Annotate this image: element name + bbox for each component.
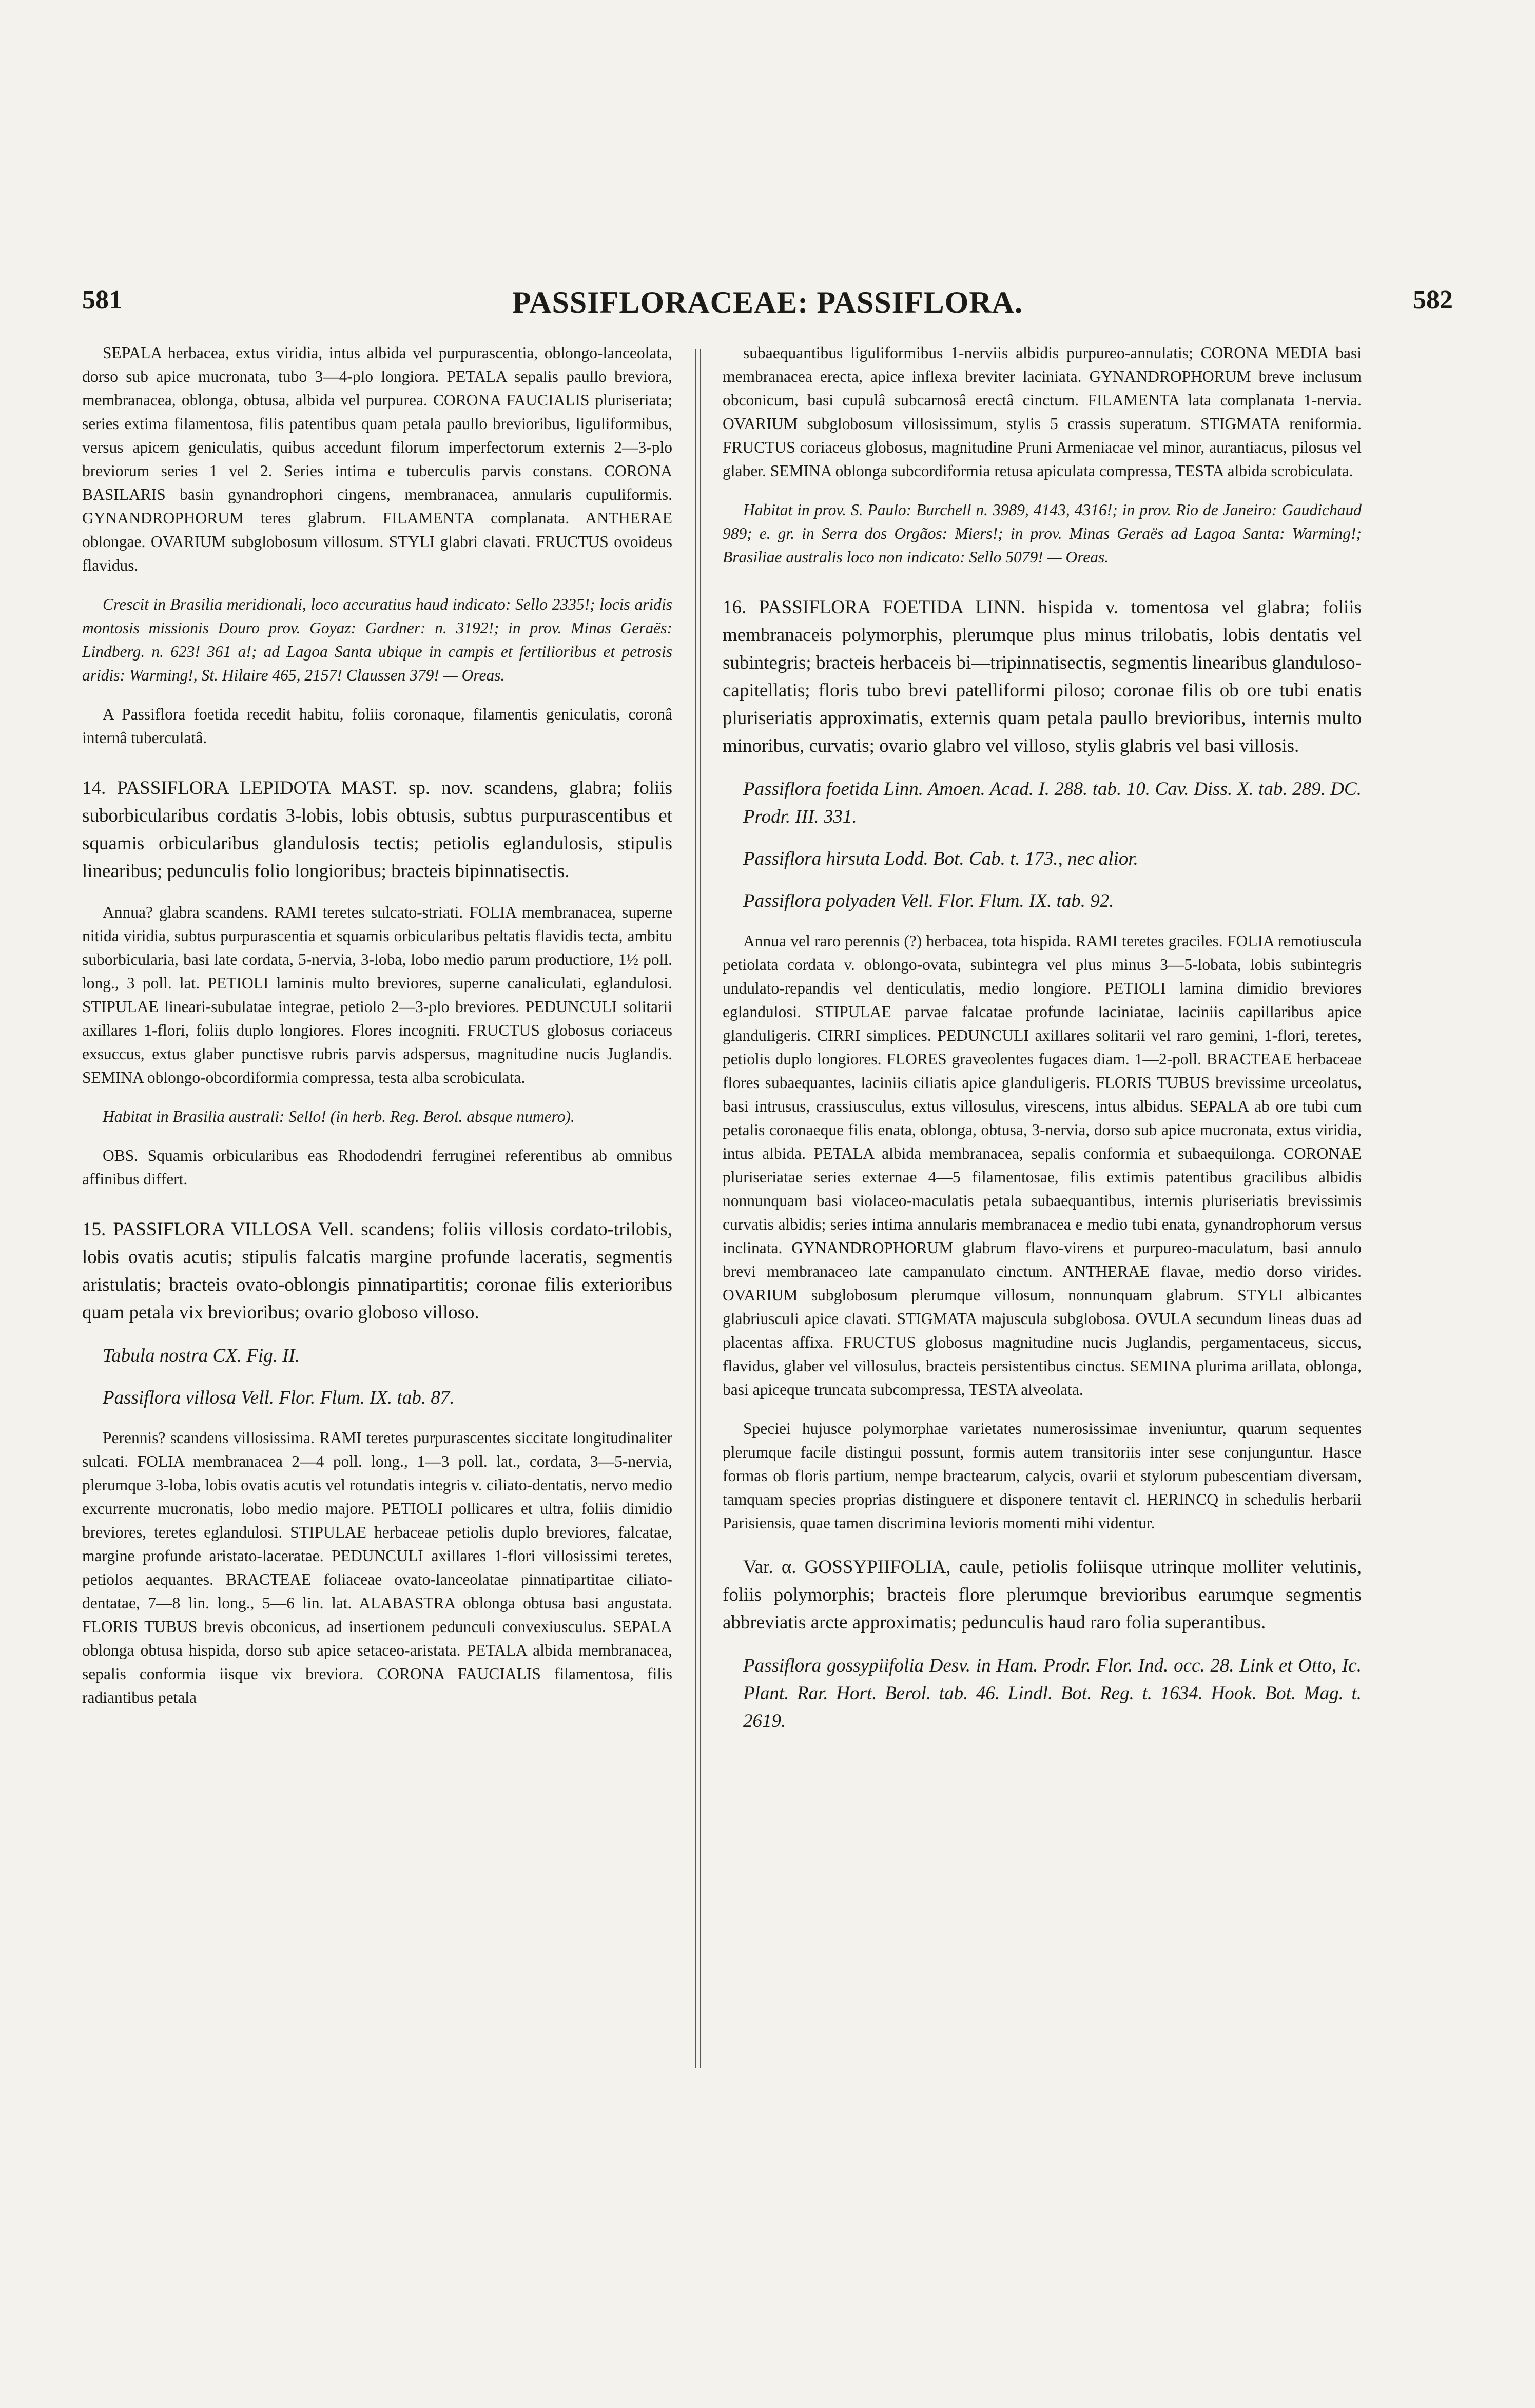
variety-alpha: Var. α. GOSSYPIIFOLIA, caule, petiolis foliisque utrinque molliter velutinis, foliis polymorphis; bracteis flore plerumque brevioribus earumque segmentis abbreviatis arcte approximatis; pedunculis haud raro folia superantibus. (723, 1557, 1362, 1633)
description-paragraph: SEPALA herbacea, extus viridia, intus albida vel purpurascentia, oblongo-lanceolata, dorso sub apice mucronata, tubo 3—4-plo longiora. PETALA sepalis paullo breviora, membranacea, oblonga, obtusa, albida vel purpurea. CORONA FAUCIALIS pluriseriata; series extima filamentosa, filis patentibus quam petala paullo brevioribus, liguliformibus, versus apicem geniculatis, quibus accedunt filorum imperfectorum externis 2—3-plo breviorum series 1 vel 2. Series intima e tuberculis parvis constans. CORONA BASILARIS basin gynandrophori cingens, membranacea, annularis cupuliformis. GYNANDROPHORUM teres glabrum. FILAMENTA complanata. ANTHERAE oblongae. OVARIUM subglobosum villosum. STYLI glabri clavati. FRUCTUS ovoideus flavidus. (82, 344, 672, 574)
species-16-diagnosis: 16. PASSIFLORA FOETIDA LINN. hispida v. tomentosa vel glabra; foliis membranaceis polymorphis, plerumque plus minus trilobatis, lobis dentatis vel subintegris; bracteis herbaceis bi—tripinnatisectis, segmentis linearibus glanduloso-capitellatis; floris tubo brevi patelliformi piloso; coronae filis ob ore tubi enatis pluriseriatis approximatis, externis quam petala paullo brevioribus, internis multo minoribus, curvatis; ovario glabro vel villoso, stylis glabris vel basi villosis. (723, 597, 1362, 756)
description-paragraph: subaequantibus liguliformibus 1-nerviis albidis purpureo-annulatis; CORONA MEDIA basi membranacea erecta, apice inflexa breviter laciniata. GYNANDROPHORUM breve inclusum obconicum, basi cupulâ subcarnosâ erectâ cinctum. FILAMENTA lata complanata 1-nervia. OVARIUM subglobosum villosissimum, stylis 5 crassis superatum. STIGMATA reniformia. FRUCTUS coriaceus globosus, magnitudine Pruni Armeniacae vel minor, aurantiacus, pilosus vel glaber. SEMINA oblonga subcordiformia retusa apiculata compressa, TESTA albida scrobiculata. (723, 344, 1362, 480)
citation: Passiflora polyaden Vell. Flor. Flum. IX. tab. 92. (743, 890, 1114, 911)
column-divider (695, 349, 701, 2068)
citation: Passiflora gossypiifolia Desv. in Ham. Prodr. Flor. Ind. occ. 28. Link et Otto, Ic. Plant. Rar. Hort. Berol. tab. 46. Lindl. Bot. Reg. t. 1634. Hook. Bot. Mag. t. 2619. (743, 1655, 1362, 1732)
page-number-left: 581 (82, 285, 122, 315)
description-paragraph: Annua vel raro perennis (?) herbacea, tota hispida. RAMI teretes graciles. FOLIA remotiuscula petiolata cordata v. oblongo-ovata, subintegra vel plus minus 3—5-lobata, lobis subintegris undulato-repandis vel denticulatis, medio longiore. PETIOLI lamina dimidio breviores eglandulosi. STIPULAE parvae falcatae profunde laciniatae, laciniis capillaribus apice glanduligeris. CIRRI simplices. PEDUNCULI axillares solitarii vel raro gemini, 1-flori, teretes, petiolis duplo longiores. FLORES graveolentes fugaces diam. 1—2-poll. BRACTEAE herbaceae flores subaequantes, laciniis ciliatis apice glanduligeris. FLORIS TUBUS brevissime urceolatus, basi intrusus, crassiusculus, extus villosulus, virescens, intus albidus. SEPALA ab ore tubi cum petalis coronaeque filis enata, oblonga, obtusa, 3-nervia, dorso sub apice mucronata, extus viridia, intus albida. PETALA albida membranacea, sepalis conformia et subaequilonga. CORONAE pluriseriatae series externae 4—5 filamentosae, filis extimis patentibus gracilibus albidis nonnunquam basi violaceo-maculatis petala subaequantibus, internis pluriseriatis brevissimis curvatis albidis; series intima annularis membranacea e medio tubi enata, gynandrophorum versus inclinata. GYNANDROPHORUM glabrum flavo-virens et purpureo-maculatum, basi annulo brevi membranaceo late campanulato cinctum. ANTHERAE flavae, medio dorso virides. OVARIUM subglobosum plerumque villosum, nonnunquam glabrum. STYLI albicantes glabriusculi apice clavati. STIGMATA majuscula subglobosa. OVULA secundum lineas duas ad placentas affixa. FRUCTUS globosus magnitudine nucis Juglandis, pergamentaceus, siccus, flavidus, glaber vel villosulus, bracteis persistentibus cinctus. SEMINA plurima arillata, oblonga, basi apiceque truncata subcompressa, TESTA alveolata. (723, 932, 1362, 1399)
citation: Passiflora foetida Linn. Amoen. Acad. I. 288. tab. 10. Cav. Diss. X. tab. 289. DC. Prodr. III. 331. (743, 779, 1362, 827)
habitat-paragraph: Habitat in Brasilia australi: Sello! (in herb. Reg. Berol. absque numero). (103, 1108, 575, 1125)
page-header (82, 285, 1453, 326)
habitat-paragraph: Habitat in prov. S. Paulo: Burchell n. 3989, 4143, 4316!; in prov. Rio de Janeiro: Gaudichaud 989; e. gr. in Serra dos Orgãos: Miers!; in prov. Minas Geraës ad Lagoa Santa: Warming!; Brasiliae australis loco non indicato: Sello 5079! — Oreas. (723, 501, 1362, 566)
obs-paragraph: OBS. Squamis orbicularibus eas Rhododendri ferruginei referentibus ab omnibus affinibus differt. (82, 1147, 672, 1188)
species-15-diagnosis: 15. PASSIFLORA VILLOSA Vell. scandens; foliis villosis cordato-trilobis, lobis ovatis acutis; stipulis falcatis margine profunde laceratis, segmentis aristulatis; bracteis ovato-oblongis pinnatipartitis; coronae filis exterioribus quam petala vix brevioribus; ovario globoso villoso. (82, 1219, 672, 1323)
citation: Passiflora villosa Vell. Flor. Flum. IX. tab. 87. (103, 1387, 455, 1408)
running-title: PASSIFLORACEAE: PASSIFLORA. (512, 285, 1023, 319)
right-column (723, 341, 1362, 1750)
citation: Passiflora hirsuta Lodd. Bot. Cab. t. 173., nec alior. (743, 848, 1138, 869)
citation: Tabula nostra CX. Fig. II. (103, 1345, 300, 1366)
species-14-diagnosis: 14. PASSIFLORA LEPIDOTA MAST. sp. nov. scandens, glabra; foliis suborbicularibus cordatis 3-lobis, lobis obtusis, subtus purpurascentibus et squamis orbicularibus glandulosis tectis; petiolis eglandulosis, stipulis linearibus; pedunculis folio longioribus; bracteis bipinnatisectis. (82, 778, 672, 882)
left-column (82, 341, 672, 1725)
description-paragraph: Annua? glabra scandens. RAMI teretes sulcato-striati. FOLIA membranacea, superne nitida viridia, subtus purpurascentia et squamis orbicularibus peltatis flavidis tecta, ambitu suborbicularia, basi late cordata, 5-nervia, 3-loba, lobo medio parum productiore, 1½ poll. long., 3 poll. lat. PETIOLI laminis multo breviores, superne canaliculati, eglandulosi. STIPULAE lineari-subulatae integrae, petiolo 2—3-plo breviores. PEDUNCULI solitarii axillares 1-flori, foliis duplo longiores. Flores incogniti. FRUCTUS globosus coriaceus exsuccus, extus glaber punctisve rubris parvis adspersus, magnitudine nucis Juglandis. SEMINA oblongo-obcordiformia compressa, testa alba scrobiculata. (82, 903, 672, 1086)
page-number-right: 582 (1413, 285, 1453, 315)
description-paragraph: Perennis? scandens villosissima. RAMI teretes purpurascentes siccitate longitudinaliter sulcati. FOLIA membranacea 2—4 poll. long., 1—3 poll. lat., cordata, 3—5-nervia, plerumque 3-loba, lobis ovatis acutis vel rotundatis integris v. ciliato-dentatis, nervo medio excurrente mucronatis, lobo medio majore. PETIOLI pollicares et ultra, foliis dimidio breviores, teretes eglandulosi. STIPULAE herbaceae petiolis duplo breviores, falcatae, margine profunde aristato-laceratae. PEDUNCULI axillares 1-flori villosissimi teretes, petiolos aequantes. BRACTEAE foliaceae ovato-lanceolatae pinnatipartitae ciliato-dentatae, 7—8 lin. long., 5—6 lin. lat. ALABASTRA oblonga obtusa basi angustata. FLORIS TUBUS brevis obconicus, ad insertionem pedunculi convexiusculus. SEPALA oblonga obtusa hispida, dorso sub apice setaceo-aristata. PETALA albida membranacea, sepalis conformia iisque vix breviora. CORONA FAUCIALIS filamentosa, filis radiantibus petala (82, 1429, 672, 1706)
habitat-paragraph: Crescit in Brasilia meridionali, loco accuratius haud indicato: Sello 2335!; locis aridis montosis missionis Douro prov. Goyaz: Gardner: n. 3192!; in prov. Minas Geraës: Lindberg. n. 623! 361 a!; ad Lagoa Santa ubique in campis et fertilioribus et petrosis aridis: Warming!, St. Hilaire 465, 2157! Claussen 379! — Oreas. (82, 595, 672, 684)
remarks-paragraph: Speciei hujusce polymorphae varietates numerosissimae inveniuntur, quarum sequentes plerumque facile distingui possunt, formis autem transitoriis inter sese conjunguntur. Hasce formas ob floris partium, nempe bractearum, calycis, ovarii et stylorum pubescentiam diversam, tamquam species proprias distinguere et disponere tentavit cl. HERINCQ in schedulis herbarii Parisiensis, quae tamen discrimina levioris momenti mihi videntur. (723, 1420, 1362, 1532)
note-paragraph: A Passiflora foetida recedit habitu, foliis coronaque, filamentis geniculatis, coronâ internâ tuberculatâ. (82, 705, 672, 747)
